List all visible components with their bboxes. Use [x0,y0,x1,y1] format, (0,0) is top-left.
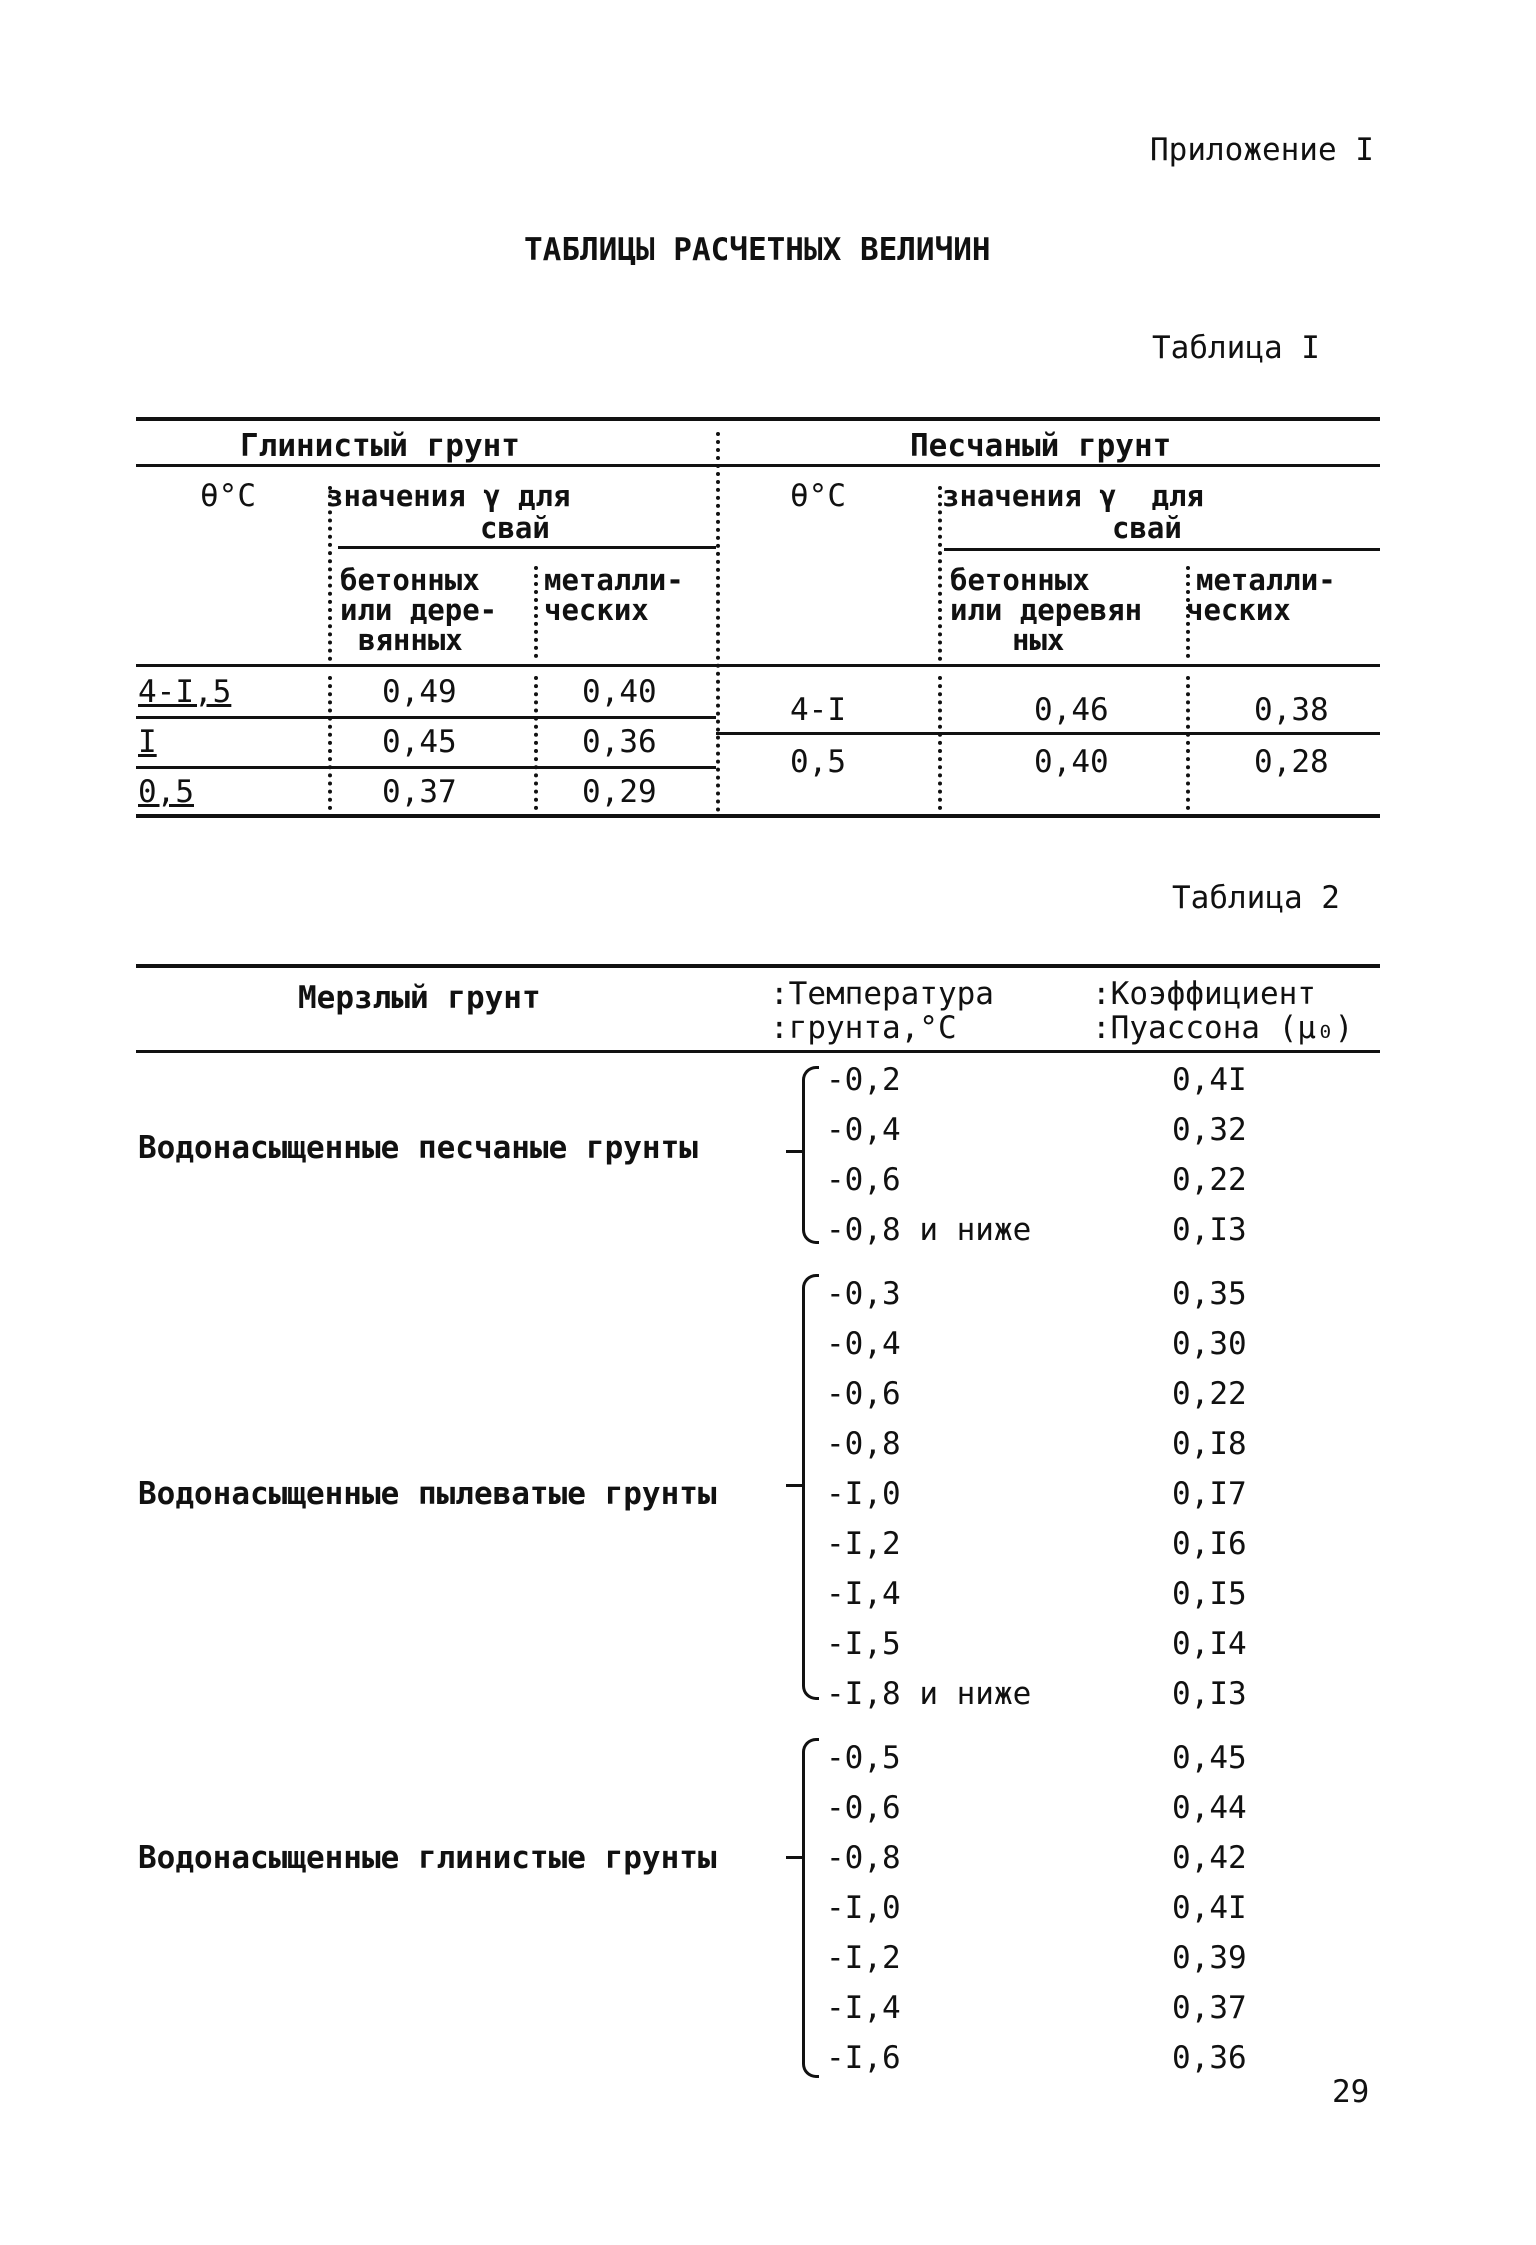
page-title: ТАБЛИЦЫ РАСЧЕТНЫХ ВЕЛИЧИН [524,232,991,268]
clay-row-concrete: 0,37 [382,774,457,810]
clay-col-metal-1: металли- [544,563,684,597]
temp-cell: -I,0 [826,1476,901,1512]
coef-cell: 0,I3 [1172,1212,1247,1248]
coef-cell: 0,30 [1172,1326,1247,1362]
table2-head-coef-1: :Коэффициент [1092,976,1316,1012]
coef-cell: 0,39 [1172,1940,1247,1976]
temp-cell: -I,4 [826,1990,901,2026]
appendix-label: Приложение I [1150,132,1374,168]
coef-cell: 0,22 [1172,1376,1247,1412]
temp-cell: -0,4 [826,1326,901,1362]
coef-cell: 0,22 [1172,1162,1247,1198]
sand-values-header-piles: свай [1112,511,1182,545]
temp-cell: -0,8 [826,1426,901,1462]
coef-cell: 0,44 [1172,1790,1247,1826]
coef-cell: 0,4I [1172,1890,1247,1926]
table2-label: Таблица 2 [1172,880,1340,916]
clay-values-header: значения γ для [326,479,571,513]
table1-label: Таблица I [1152,330,1320,366]
clay-row-temp: 0,5 [138,774,194,810]
coef-cell: 0,4I [1172,1062,1247,1098]
clay-col-concrete-1: бетонных [340,563,480,597]
table2-head-coef-2: :Пуассона (μ₀) [1092,1010,1354,1046]
coef-cell: 0,I5 [1172,1576,1247,1612]
group-name: Водонасыщенные пылеватые грунты [138,1476,717,1512]
temp-cell: -0,6 [826,1162,901,1198]
coef-cell: 0,36 [1172,2040,1247,2076]
temp-cell: -0,2 [826,1062,901,1098]
page-number: 29 [1332,2074,1370,2110]
clay-values-header-piles: свай [480,511,550,545]
clay-col-concrete-3: вянных [358,623,463,657]
coef-cell: 0,I6 [1172,1526,1247,1562]
sand-col-concrete-3: ных [1012,623,1065,657]
coef-cell: 0,37 [1172,1990,1247,2026]
clay-row-metal: 0,40 [582,674,657,710]
group-name: Водонасыщенные песчаные грунты [138,1130,698,1166]
sand-row-concrete: 0,46 [1034,692,1109,728]
sand-row-metal: 0,28 [1254,744,1329,780]
coef-cell: 0,I7 [1172,1476,1247,1512]
sand-col-concrete-1: бетонных [950,563,1090,597]
coef-cell: 0,I4 [1172,1626,1247,1662]
clay-col-concrete-2: или дере- [340,593,498,627]
sand-values-header: значения γ для [942,479,1204,513]
temp-cell: -0,4 [826,1112,901,1148]
sand-col-concrete-2: или деревян [950,593,1143,627]
brace-tip-icon [786,1484,804,1487]
temp-cell: -0,3 [826,1276,901,1312]
coef-cell: 0,35 [1172,1276,1247,1312]
temp-cell: -I,2 [826,1526,901,1562]
coef-cell: 0,I3 [1172,1676,1247,1712]
temp-cell: -0,5 [826,1740,901,1776]
temp-cell: -I,6 [826,2040,901,2076]
table2-head-temp-1: :Температура [770,976,994,1012]
sand-row-concrete: 0,40 [1034,744,1109,780]
clay-row-temp: 4-I,5 [138,674,232,710]
table2-head-temp-2: :грунта,°C [770,1010,957,1046]
sand-group-header: Песчаный грунт [910,428,1172,464]
brace-tip-icon [786,1150,804,1153]
temp-cell: -I,4 [826,1576,901,1612]
temp-cell: -I,2 [826,1940,901,1976]
sand-row-temp: 4-I [790,692,846,728]
sand-col-metal-2: ческих [1186,593,1291,627]
brace-icon [802,1066,819,1244]
sand-row-temp: 0,5 [790,744,846,780]
clay-row-temp: I [138,724,157,760]
temp-cell: -I,0 [826,1890,901,1926]
clay-row-metal: 0,29 [582,774,657,810]
temp-cell: -0,8 [826,1840,901,1876]
clay-row-concrete: 0,49 [382,674,457,710]
temp-cell: -I,8 и ниже [826,1676,1032,1712]
sand-row-metal: 0,38 [1254,692,1329,728]
sand-col-metal-1: металли- [1196,563,1336,597]
brace-icon [802,1738,819,2078]
clay-group-header: Глинистый грунт [240,428,520,464]
temp-cell: -I,5 [826,1626,901,1662]
clay-row-metal: 0,36 [582,724,657,760]
coef-cell: 0,I8 [1172,1426,1247,1462]
coef-cell: 0,45 [1172,1740,1247,1776]
coef-cell: 0,32 [1172,1112,1247,1148]
temp-cell: -0,8 и ниже [826,1212,1032,1248]
sand-theta-header: θ°C [790,478,846,514]
brace-tip-icon [786,1856,804,1859]
brace-icon [802,1274,819,1700]
group-name: Водонасыщенные глинистые грунты [138,1840,717,1876]
coef-cell: 0,42 [1172,1840,1247,1876]
clay-theta-header: θ°C [200,478,256,514]
temp-cell: -0,6 [826,1790,901,1826]
clay-col-metal-2: ческих [544,593,649,627]
temp-cell: -0,6 [826,1376,901,1412]
clay-row-concrete: 0,45 [382,724,457,760]
table2-head-soil: Мерзлый грунт [298,980,541,1016]
